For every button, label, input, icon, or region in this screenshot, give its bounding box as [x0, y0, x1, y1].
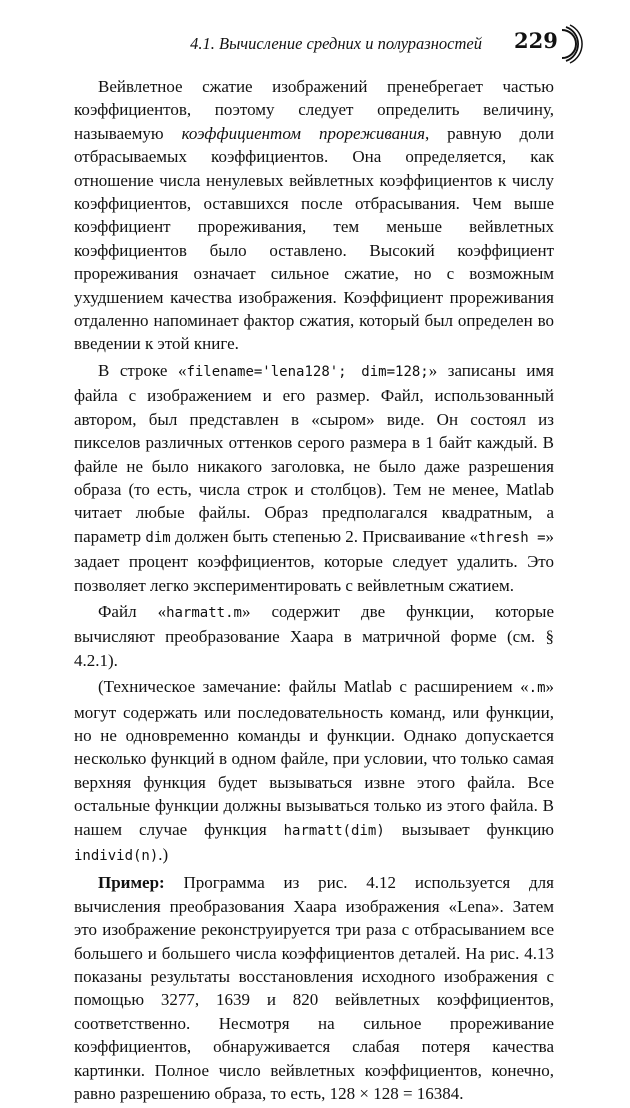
- code-thresh: thresh =: [478, 529, 546, 546]
- code-dim: dim: [145, 529, 171, 546]
- text-run: В строке «: [98, 360, 187, 380]
- code-harmatt-function: harmatt(dim): [283, 822, 385, 839]
- paragraph-sparsity: [74, 75, 554, 356]
- code-m-extension: .m: [528, 680, 546, 697]
- term-italic: коэффициентом прореживания: [181, 123, 425, 143]
- text-run: » содержит две функции, которые вычисляют преобразование Хаара в матричной форме (см. § 4.2.1).: [74, 601, 554, 670]
- text-run: , равную доли отбрасываемых коэффициентов. Она определяется, как отношение числа ненулевых вейвлетных коэффициентов к числу коэффициентов, оставшихся после отбрасывания. Чем выше коэффициент прореживания, тем меньше вейвлетных коэффициентов было оставлено. Высокий коэффициент прореживания означает сильное сжатие, но с возможным ухудшением качества изображения. Коэффициент прореживания отдаленно напоминает фактор сжатия, который был определен во введении к этой книге.: [74, 123, 554, 354]
- paragraph-filename: [74, 359, 554, 597]
- page-number-block: [514, 28, 580, 58]
- example-label: Пример:: [98, 873, 165, 893]
- code-filename: filename='lena128'; dim=128;: [186, 363, 429, 380]
- paragraph-harmatt: [74, 600, 554, 672]
- text-run: (Техническое замечание: файлы Matlab с расширением «: [98, 677, 529, 697]
- text-run: Программа из рис. 4.12 используется для вычисления преобразования Хаара изображения «Lena». Затем это изображение реконструируется три раза с отбрасыванием все большего и большего числа коэффициентов деталей. На рис. 4.13 показаны результаты восстановления исходного изображения с помощью 3277, 1639 и 820 вейвлетных коэффициентов, соответственно. Несмотря на сильное прореживание коэффициентов, обнаруживается слабая потеря качества картинки. Полное число вейвлетных коэффициентов, конечно, равно разрешению образа, то есть, 128 × 128 = 16384.: [74, 873, 554, 1104]
- page-number-arcs-icon: [556, 24, 584, 64]
- text-run: » могут содержать или последовательность команд, или функции, но не одновременно команды и функции. Однако допускается несколько функций в одном файле, при условии, что только самая верхняя функция будет вызываться извне этого файла. Все остальные функции должны вызываться только из этого файла. В нашем случае функция: [74, 677, 554, 839]
- page-number: 229: [514, 28, 558, 53]
- chapter-title: 4.1. Вычисление средних и полуразностей: [190, 34, 482, 53]
- running-head: [40, 26, 590, 66]
- text-run: вызывает функцию: [384, 819, 554, 839]
- text-run: » задает процент коэффициентов, которые следует удалить. Это позволяет легко экспериментировать с вейвлетным сжатием.: [74, 526, 554, 595]
- text-run: Файл «: [98, 601, 167, 621]
- text-run: Вейвлетное сжатие изображений пренебрегает частью коэффициентов, поэтому следует определить величину, называемую: [74, 77, 554, 143]
- body-text: [74, 75, 554, 1108]
- paragraph-example: [74, 871, 554, 1105]
- text-run: » записаны имя файла с изображением и его размер. Файл, использованный автором, был представлен в «сыром» виде. Он состоял из пикселов различных оттенков серого размера в 1 байт каждый. В файле не было никакого заголовка, не было даже разрешения образа (то есть, числа строк и столбцов). Тем не менее, Matlab читает любые файлы. Образ предполагался квадратным, а параметр: [74, 360, 554, 546]
- text-run: должен быть степенью 2. Присваивание «: [170, 526, 479, 546]
- text-run: .): [158, 845, 169, 864]
- code-individ-function: individ(n): [74, 848, 159, 864]
- code-harmatt-file: harmatt.m: [166, 604, 242, 621]
- paragraph-technical-note: [74, 675, 554, 868]
